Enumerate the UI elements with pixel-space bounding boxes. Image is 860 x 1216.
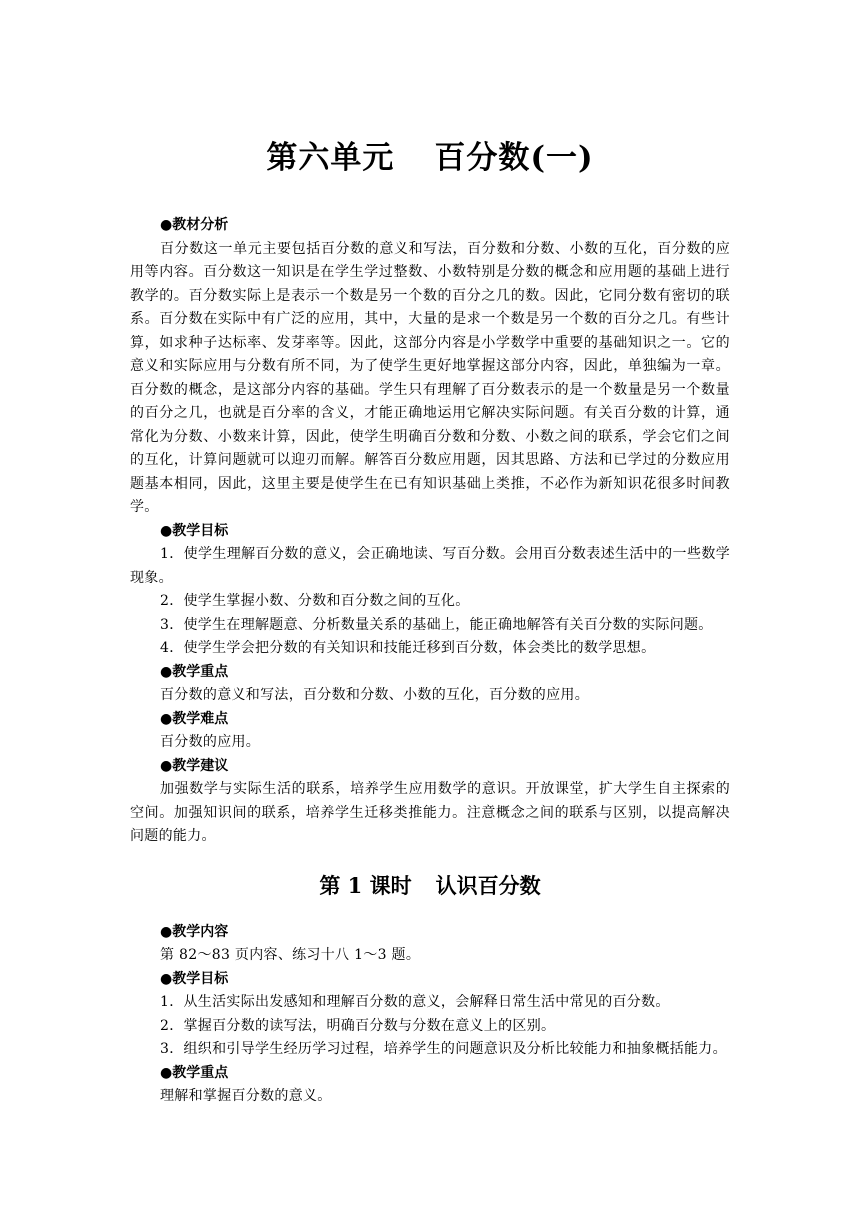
section-heading xyxy=(130,1062,730,1086)
paragraph: 百分数的应用。 xyxy=(160,734,261,750)
section-heading xyxy=(130,921,730,945)
section-heading-text: 教学难点 xyxy=(172,710,229,727)
paragraph: 4．使学生学会把分数的有关知识和技能迁移到百分数，体会类比的数学思想。 xyxy=(160,640,656,656)
section-heading xyxy=(130,661,730,685)
paragraph: 百分数的意义和写法，百分数和分数、小数的互化，百分数的应用。 xyxy=(160,687,589,703)
paragraph: 1．使学生理解百分数的意义，会正确地读、写百分数。会用百分数表述生活中的一些数学现象。 xyxy=(130,546,730,586)
bullet-icon: ● xyxy=(160,923,173,940)
section-heading xyxy=(130,214,730,238)
section-heading-text: 教学目标 xyxy=(172,522,229,539)
unit-title xyxy=(130,138,730,178)
paragraph: 理解和掌握百分数的意义。 xyxy=(160,1088,332,1104)
paragraph: 百分数这一单元主要包括百分数的意义和写法，百分数和分数、小数的互化，百分数的应用等内容。百分数这一知识是在学生学过整数、小数特别是分数的概念和应用题的基础上进行教学的。百分数实际上是表示一个数是另一个数的百分之几的数。因此，它同分数有密切的联系。百分数在实际中有广泛的应用，其中，大量的是求一个数是另一个数的百分之几。有些计算，如求种子达标率、发芽率等。因此，这部分内容是小学数学中重要的基础知识之一。它的意义和实际应用与分数有所不同，为了使学生更好地掌握这部分内容，因此，单独编为一章。百分数的概念，是这部分内容的基础。学生只有理解了百分数表示的是一个数量是另一个数量的百分之几，也就是百分率的含义，才能正确地运用它解决实际问题。有关百分数的计算，通常化为分数、小数来计算，因此，使学生明确百分数和分数、小数之间的联系，学会它们之间的互化，计算问题就可以迎刃而解。解答百分数应用题，因其思路、方法和已学过的分数应用题基本相同，因此，这里主要是使学生在已有知识基础上类推，不必作为新知识花很多时间教学。 xyxy=(130,240,730,515)
lesson-title-main: 第 1 课时 xyxy=(319,872,412,898)
paragraph: 3．组织和引导学生经历学习过程，培养学生的问题意识及分析比较能力和抽象概括能力。 xyxy=(160,1041,727,1057)
paragraph: 3．使学生在理解题意、分析数量关系的基础上，能正确地解答有关百分数的实际问题。 xyxy=(160,616,713,633)
paragraph: 1．从生活实际出发感知和理解百分数的意义，会解释日常生活中常见的百分数。 xyxy=(160,994,670,1010)
paragraph: 2．使学生掌握小数、分数和百分数之间的互化。 xyxy=(160,593,470,609)
section-heading-text: 教学内容 xyxy=(172,923,229,940)
unit-title-sub: 百分数(一) xyxy=(434,140,594,176)
section-heading-text: 教学重点 xyxy=(172,1064,229,1081)
section-heading-text: 教材分析 xyxy=(172,217,229,233)
unit-sections xyxy=(130,214,730,849)
section-heading-text: 教学建议 xyxy=(172,757,229,774)
bullet-icon: ● xyxy=(160,663,173,680)
page-content xyxy=(130,138,730,1109)
lesson-sections xyxy=(130,921,730,1109)
bullet-icon: ● xyxy=(160,970,173,987)
lesson-title xyxy=(130,871,730,901)
section-heading xyxy=(130,755,730,779)
section-heading-text: 教学目标 xyxy=(172,970,229,987)
lesson-title-sub: 认识百分数 xyxy=(435,872,541,898)
section-heading-text: 教学重点 xyxy=(172,663,229,680)
bullet-icon: ● xyxy=(160,217,173,233)
section-heading xyxy=(130,708,730,732)
paragraph: 2．掌握百分数的读写法，明确百分数与分数在意义上的区别。 xyxy=(160,1017,556,1034)
bullet-icon: ● xyxy=(160,522,173,539)
bullet-icon: ● xyxy=(160,710,173,727)
paragraph: 第 82～83 页内容、练习十八 1～3 题。 xyxy=(160,947,421,963)
bullet-icon: ● xyxy=(160,757,173,774)
unit-title-main: 第六单元 xyxy=(266,140,395,176)
section-heading xyxy=(130,968,730,992)
bullet-icon: ● xyxy=(160,1064,173,1081)
section-heading xyxy=(130,520,730,544)
paragraph: 加强数学与实际生活的联系，培养学生应用数学的意识。开放课堂，扩大学生自主探索的空间。加强知识间的联系，培养学生迁移类推能力。注意概念之间的联系与区别，以提高解决问题的能力。 xyxy=(130,781,730,844)
